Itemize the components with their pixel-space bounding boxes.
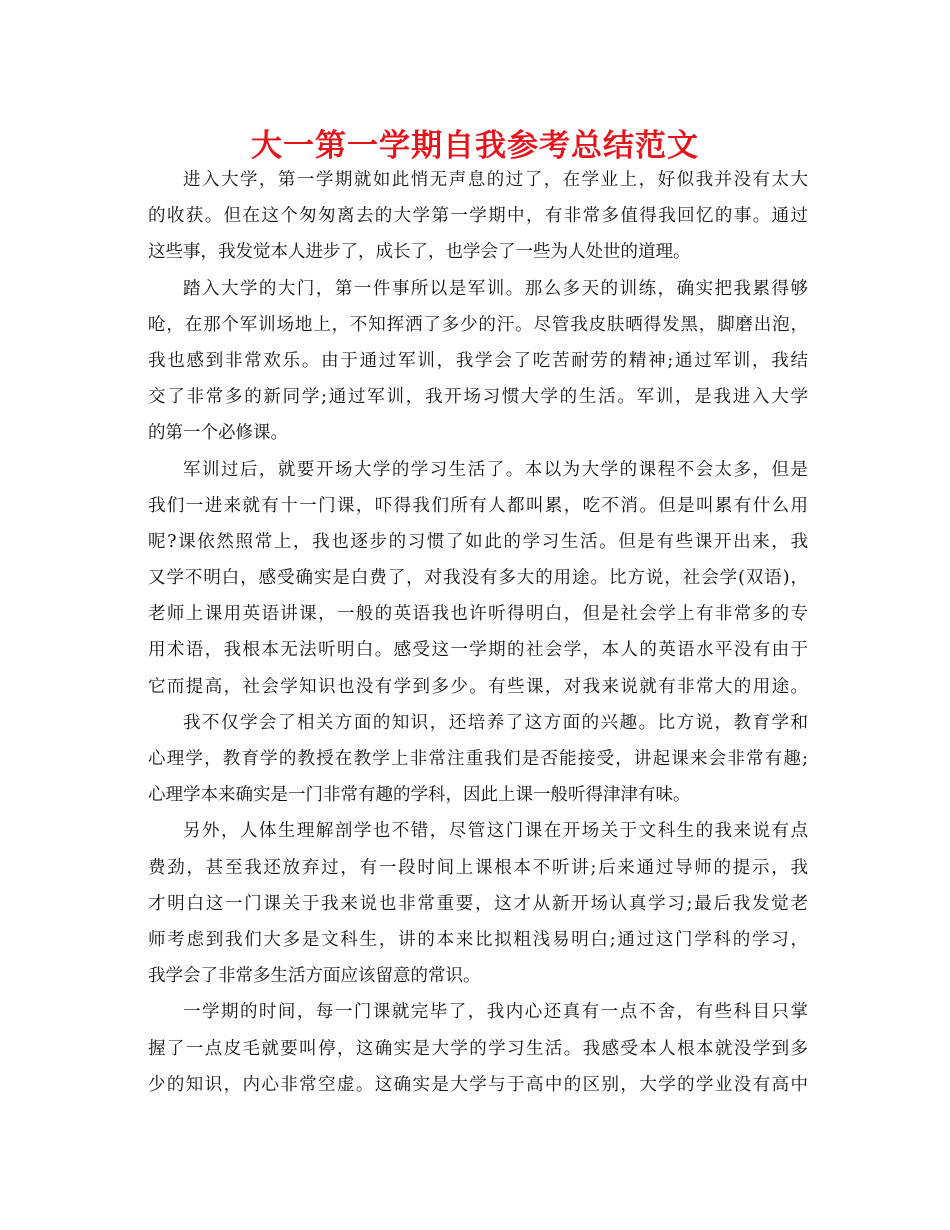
paragraph-2-line-4: 交了非常多的新同学;通过军训，我开场习惯大学的生活。军训，是我进入大学 [148, 387, 808, 408]
paragraph-3-line-1: 军训过后，就要开场大学的学习生活了。本以为大学的课程不会太多，但是 [183, 459, 808, 480]
paragraph-6-line-2: 握了一点皮毛就要叫停，这确实是大学的学习生活。我感受本人根本就没学到多 [148, 1038, 808, 1059]
document-title: 大一第一学期自我参考总结范文 [251, 128, 699, 164]
paragraph-2-line-3: 我也感到非常欢乐。由于通过军训，我学会了吃苦耐劳的精神;通过军训，我结 [148, 350, 808, 371]
paragraph-3-line-4: 又学不明白，感受确实是白费了，对我没有多大的用途。比方说，社会学(双语)， [148, 568, 808, 589]
paragraph-2-line-1: 踏入大学的大门，第一件事所以是军训。那么多天的训练，确实把我累得够 [183, 278, 808, 299]
paragraph-1-line-3: 这些事，我发觉本人进步了，成长了，也学会了一些为人处世的道理。 [148, 242, 691, 263]
paragraph-5-line-1: 另外，人体生理解剖学也不错，尽管这门课在开场关于文科生的我来说有点 [183, 821, 808, 842]
paragraph-6-line-3: 少的知识，内心非常空虚。这确实是大学与于高中的区别，大学的学业没有高中 [148, 1074, 808, 1095]
paragraph-2-line-2: 呛，在那个军训场地上，不知挥洒了多少的汗。尽管我皮肤晒得发黑，脚磨出泡， [148, 314, 808, 335]
paragraph-4-line-3: 心理学本来确实是一门非常有趣的学科，因此上课一般听得津津有味。 [148, 785, 691, 806]
paragraph-5-line-4: 师考虑到我们大多是文科生，讲的本来比拟粗浅易明白;通过这门学科的学习， [148, 929, 808, 950]
paragraph-2-line-5: 的第一个必修课。 [148, 423, 288, 444]
paragraph-1-line-1: 进入大学，第一学期就如此悄无声息的过了，在学业上，好似我并没有太大 [183, 170, 808, 190]
paragraph-3-line-6: 用术语，我根本无法听明白。感受这一学期的社会学，本人的英语水平没有由于 [148, 640, 808, 661]
paragraph-3-line-7: 它而提高，社会学知识也没有学到多少。有些课，对我来说就有非常大的用途。 [148, 676, 808, 697]
paragraph-1-line-2: 的收获。但在这个匆匆离去的大学第一学期中，有非常多值得我回忆的事。通过 [148, 206, 808, 227]
document-body [148, 162, 808, 1103]
paragraph-3-line-5: 老师上课用英语讲课，一般的英语我也许听得明白，但是社会学上有非常多的专 [148, 604, 808, 625]
paragraph-5-line-5: 我学会了非常多生活方面应该留意的常识。 [148, 966, 481, 987]
paragraph-3-line-2: 我们一进来就有十一门课，吓得我们所有人都叫累，吃不消。但是叫累有什么用 [148, 495, 808, 516]
paragraph-4-line-1: 我不仅学会了相关方面的知识，还培养了这方面的兴趣。比方说，教育学和 [183, 712, 808, 733]
paragraph-6-line-1: 一学期的时间，每一门课就完毕了，我内心还真有一点不舍，有些科目只掌 [183, 1002, 808, 1023]
paragraph-5-line-3: 才明白这一门课关于我来说也非常重要，这才从新开场认真学习;最后我发觉老 [148, 893, 808, 914]
paragraph-3-line-3: 呢?课依然照常上，我也逐步的习惯了如此的学习生活。但是有些课开出来，我 [148, 531, 808, 552]
paragraph-5-line-2: 费劲，甚至我还放弃过，有一段时间上课根本不听讲;后来通过导师的提示，我 [148, 857, 808, 878]
paragraph-4-line-2: 心理学，教育学的教授在教学上非常注重我们是否能接受，讲起课来会非常有趣; [148, 749, 808, 769]
